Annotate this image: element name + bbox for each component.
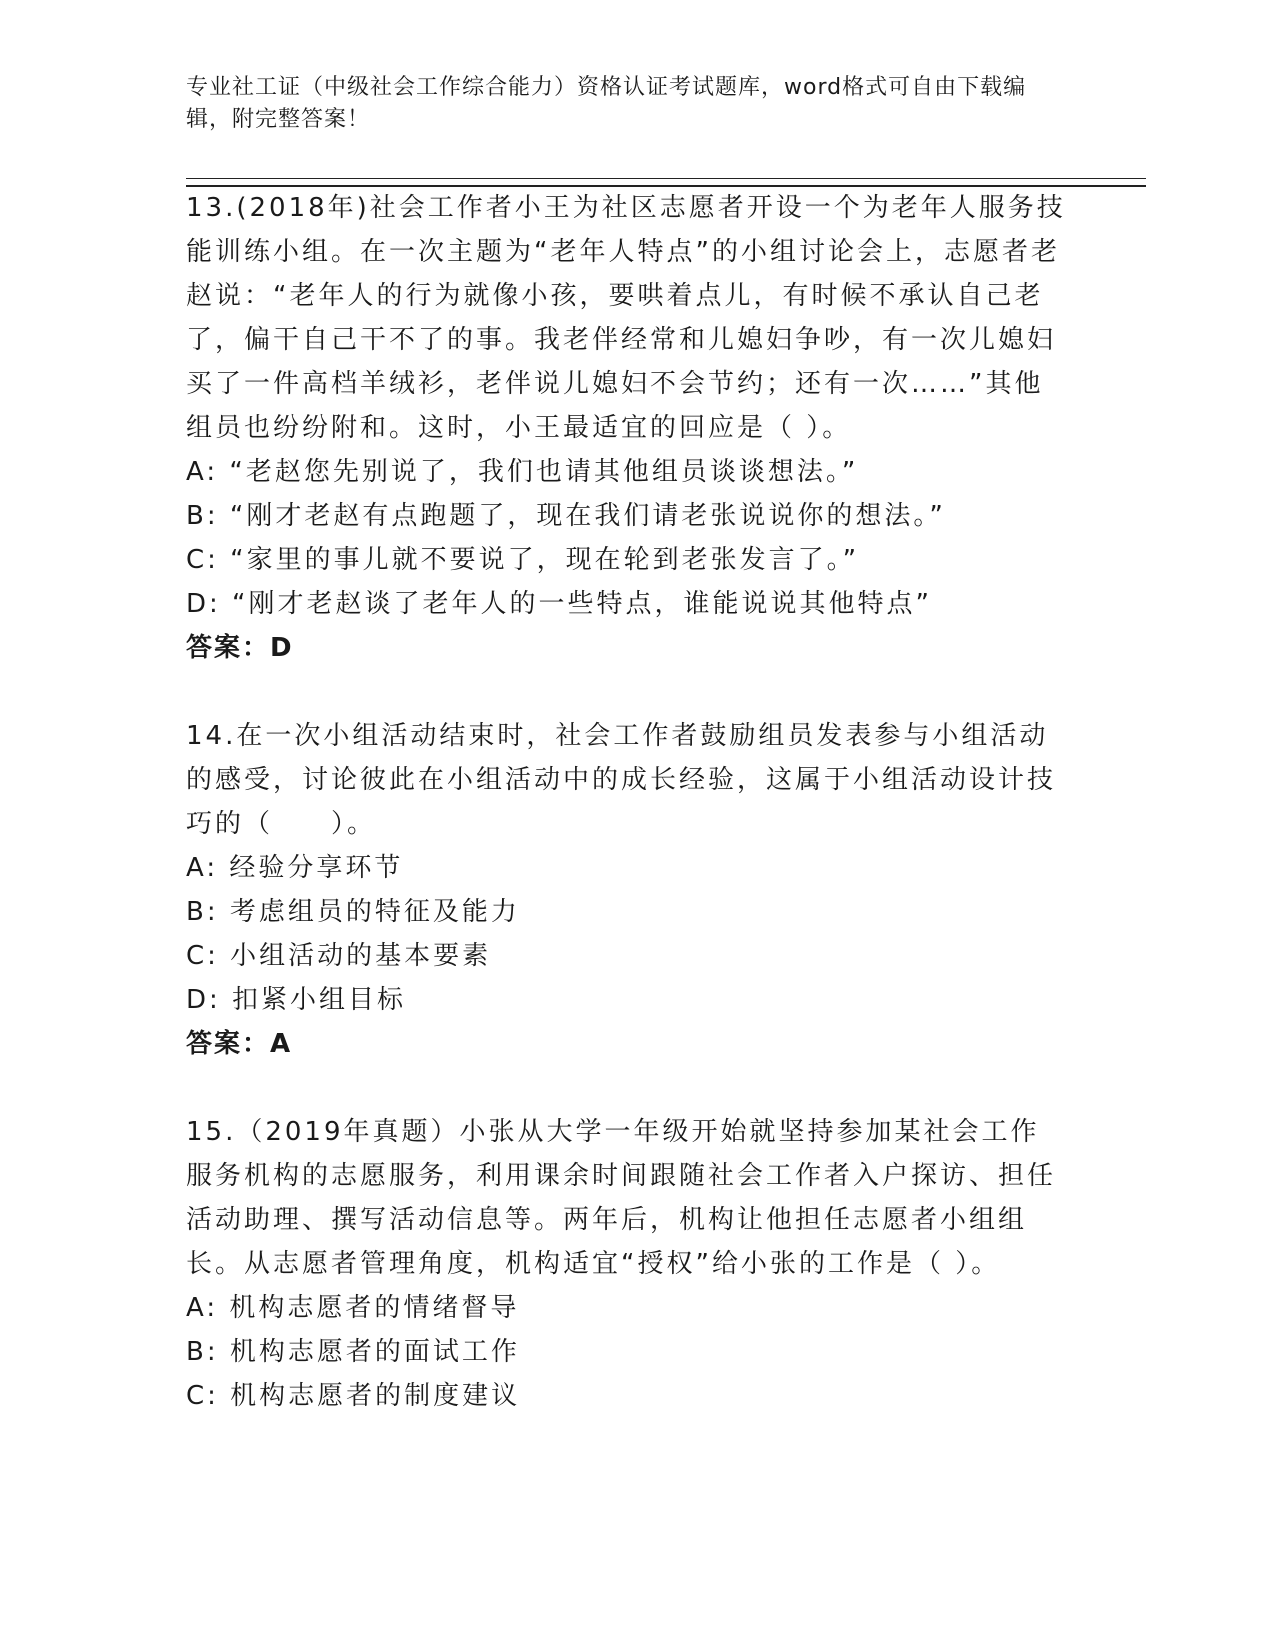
question-stem: 13.(2018年)社会工作者小王为社区志愿者开设一个为老年人服务技能训练小组。在一次主题为“老年人特点”的小组讨论会上，志愿者老赵说：“老年人的行为就像小孩，要哄着点儿，有时候不承认自己老了，偏干自己干不了的事。我老伴经常和儿媳妇争吵，有一次儿媳妇买了一件高档羊绒衫，老伴说儿媳妇不会节约；还有一次……”其他组员也纷纷附和。这时，小王最适宜的回应是（ ）。 <box>186 193 1066 443</box>
question-spacer <box>186 1066 1066 1110</box>
option-c: C: 机构志愿者的制度建议 <box>186 1381 521 1411</box>
answer: 答案：A <box>186 1029 293 1059</box>
option-b: B: 考虑组员的特征及能力 <box>186 897 520 927</box>
option-c: C: “家里的事儿就不要说了，现在轮到老张发言了。” <box>186 545 860 575</box>
option-a: A: “老赵您先别说了，我们也请其他组员谈谈想法。” <box>186 457 859 487</box>
question-stem: 14.在一次小组活动结束时，社会工作者鼓励组员发表参与小组活动的感受，讨论彼此在小组活动中的成长经验，这属于小组活动设计技巧的（ ）。 <box>186 721 1057 839</box>
option-b: B: “刚才老赵有点跑题了，现在我们请老张说说你的想法。” <box>186 501 946 531</box>
question-14 <box>186 714 1066 1066</box>
option-c: C: 小组活动的基本要素 <box>186 941 492 971</box>
question-stem: 15.（2019年真题）小张从大学一年级开始就坚持参加某社会工作服务机构的志愿服务，利用课余时间跟随社会工作者入户探访、担任活动助理、撰写活动信息等。两年后，机构让他担任志愿者小组组长。从志愿者管理角度，机构适宜“授权”给小张的工作是（ ）。 <box>186 1117 1057 1279</box>
page-header: 专业社工证（中级社会工作综合能力）资格认证考试题库，word格式可自由下载编辑，附完整答案！ <box>186 75 1027 132</box>
answer: 答案：D <box>186 633 294 663</box>
option-a: A: 机构志愿者的情绪督导 <box>186 1293 520 1323</box>
option-d: D: 扣紧小组目标 <box>186 985 407 1015</box>
question-13 <box>186 186 1066 670</box>
option-a: A: 经验分享环节 <box>186 853 404 883</box>
question-spacer <box>186 670 1066 714</box>
option-d: D: “刚才老赵谈了老年人的一些特点，谁能说说其他特点” <box>186 589 932 619</box>
option-b: B: 机构志愿者的面试工作 <box>186 1337 520 1367</box>
question-list <box>186 186 1066 1418</box>
question-15 <box>186 1110 1066 1418</box>
